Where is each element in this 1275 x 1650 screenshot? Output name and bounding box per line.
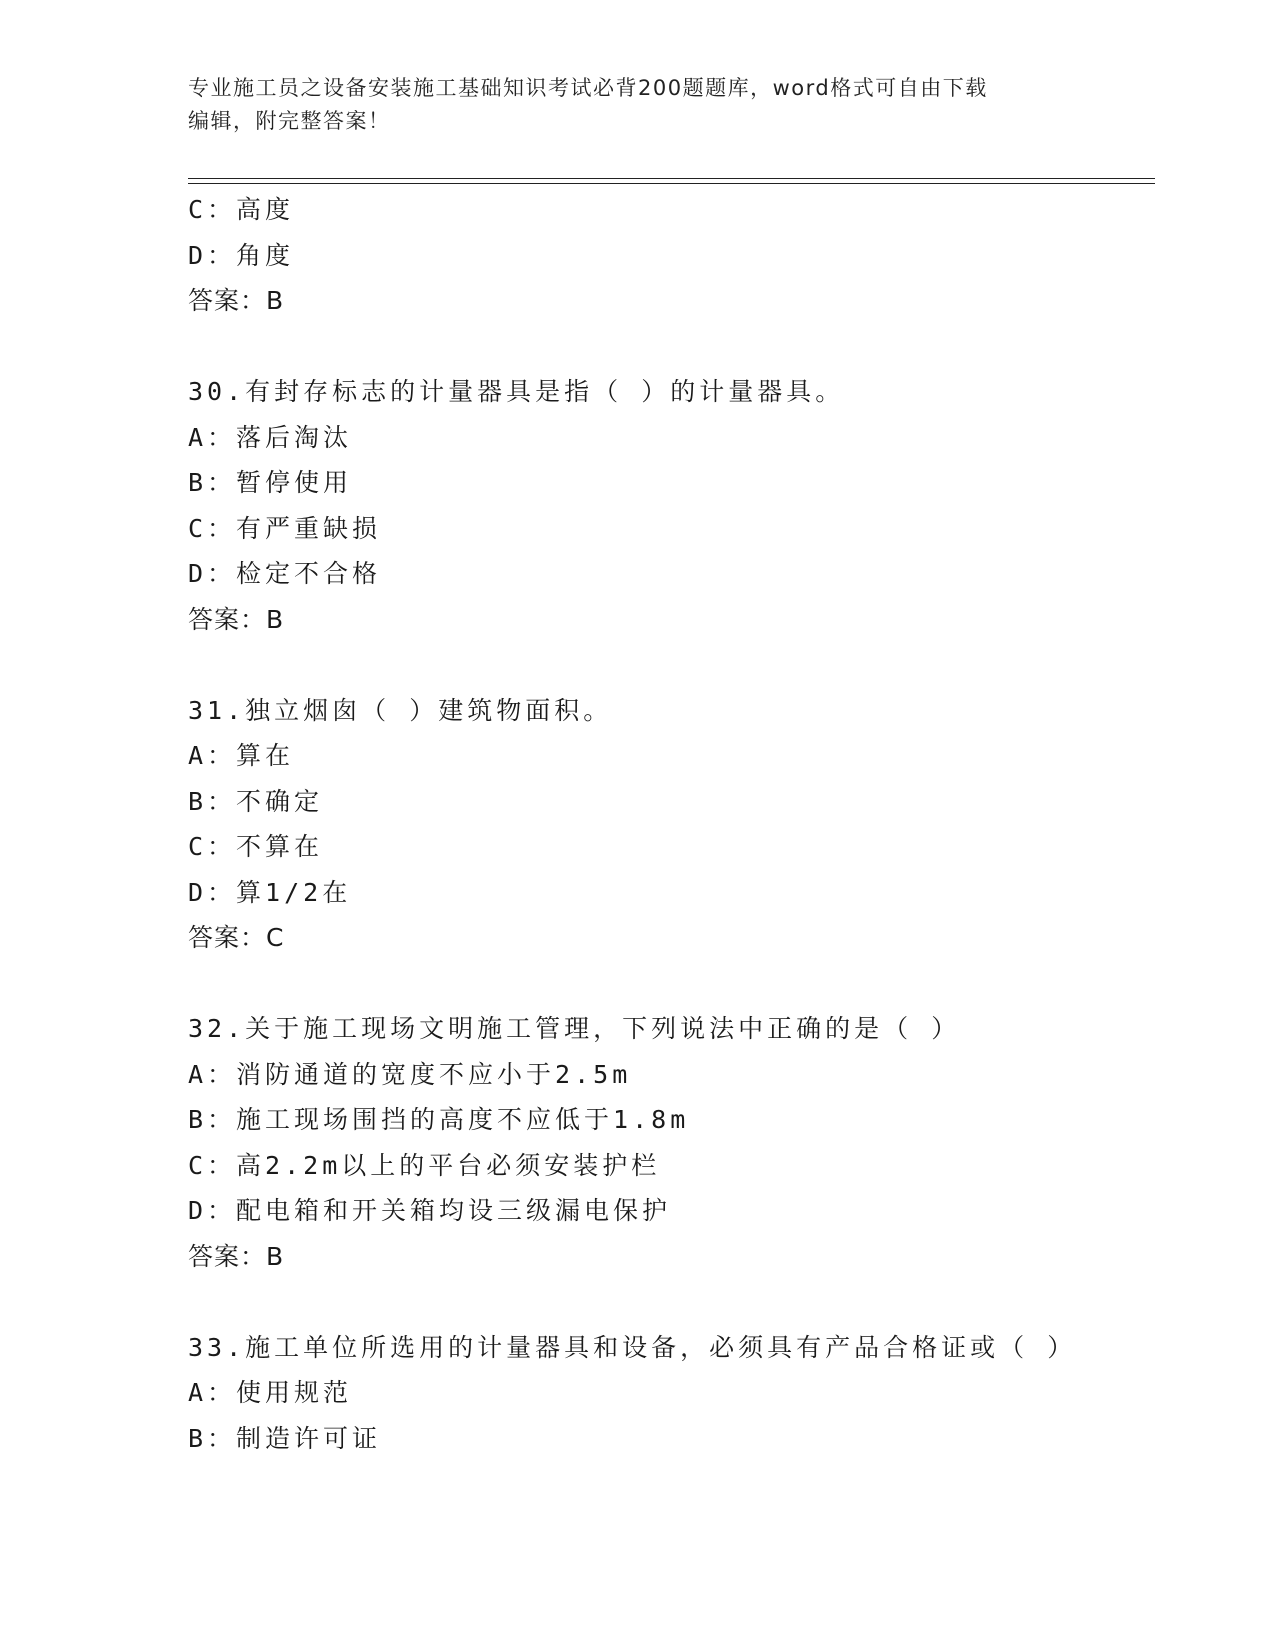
option-d: D：配电箱和开关箱均设三级漏电保护 <box>188 1196 672 1225</box>
option-c: C：不算在 <box>188 832 324 861</box>
spacer <box>188 1279 1148 1325</box>
answer-line: 答案：B <box>188 286 285 315</box>
question-29-continued <box>188 187 1148 324</box>
option-a: A：落后淘汰 <box>188 422 353 452</box>
answer-line: 答案：B <box>188 604 285 634</box>
option-b: B：不确定 <box>188 786 324 816</box>
option-a: A：使用规范 <box>188 1378 353 1407</box>
question-stem: 30.有封存标志的计量器具是指（ ）的计量器具。 <box>188 377 845 406</box>
header-divider-bottom <box>188 183 1155 184</box>
option-c: C：高2.2m以上的平台必须安装护栏 <box>188 1150 661 1180</box>
question-31 <box>188 688 1148 961</box>
spacer <box>188 642 1148 688</box>
answer-line: 答案：C <box>188 923 285 952</box>
question-32 <box>188 1006 1148 1279</box>
header-title-line-2: 编辑，附完整答案！ <box>188 109 391 133</box>
option-b: B：制造许可证 <box>188 1423 382 1453</box>
question-list <box>188 187 1148 1461</box>
question-stem: 32.关于施工现场文明施工管理，下列说法中正确的是（ ） <box>188 1014 961 1043</box>
option-c: C：高度 <box>188 195 295 224</box>
header-divider-top <box>188 178 1155 179</box>
document-header <box>188 72 1088 138</box>
option-a: A：消防通道的宽度不应小于2.5m <box>188 1059 632 1089</box>
option-a: A：算在 <box>188 741 295 770</box>
option-d: D：算1/2在 <box>188 877 352 907</box>
question-stem: 31.独立烟囱（ ）建筑物面积。 <box>188 695 613 725</box>
header-title-line-1: 专业施工员之设备安装施工基础知识考试必背200题题库，word格式可自由下载 <box>188 76 988 100</box>
option-d: D：角度 <box>188 240 295 270</box>
option-b: B：暂停使用 <box>188 468 353 497</box>
spacer <box>188 961 1148 1007</box>
question-30 <box>188 369 1148 642</box>
question-stem: 33.施工单位所选用的计量器具和设备，必须具有产品合格证或（ ） <box>188 1332 1077 1362</box>
option-c: C：有严重缺损 <box>188 513 382 543</box>
spacer <box>188 324 1148 370</box>
option-b: B：施工现场围挡的高度不应低于1.8m <box>188 1105 690 1134</box>
question-33 <box>188 1325 1148 1462</box>
answer-line: 答案：B <box>188 1241 285 1271</box>
option-d: D：检定不合格 <box>188 559 382 588</box>
